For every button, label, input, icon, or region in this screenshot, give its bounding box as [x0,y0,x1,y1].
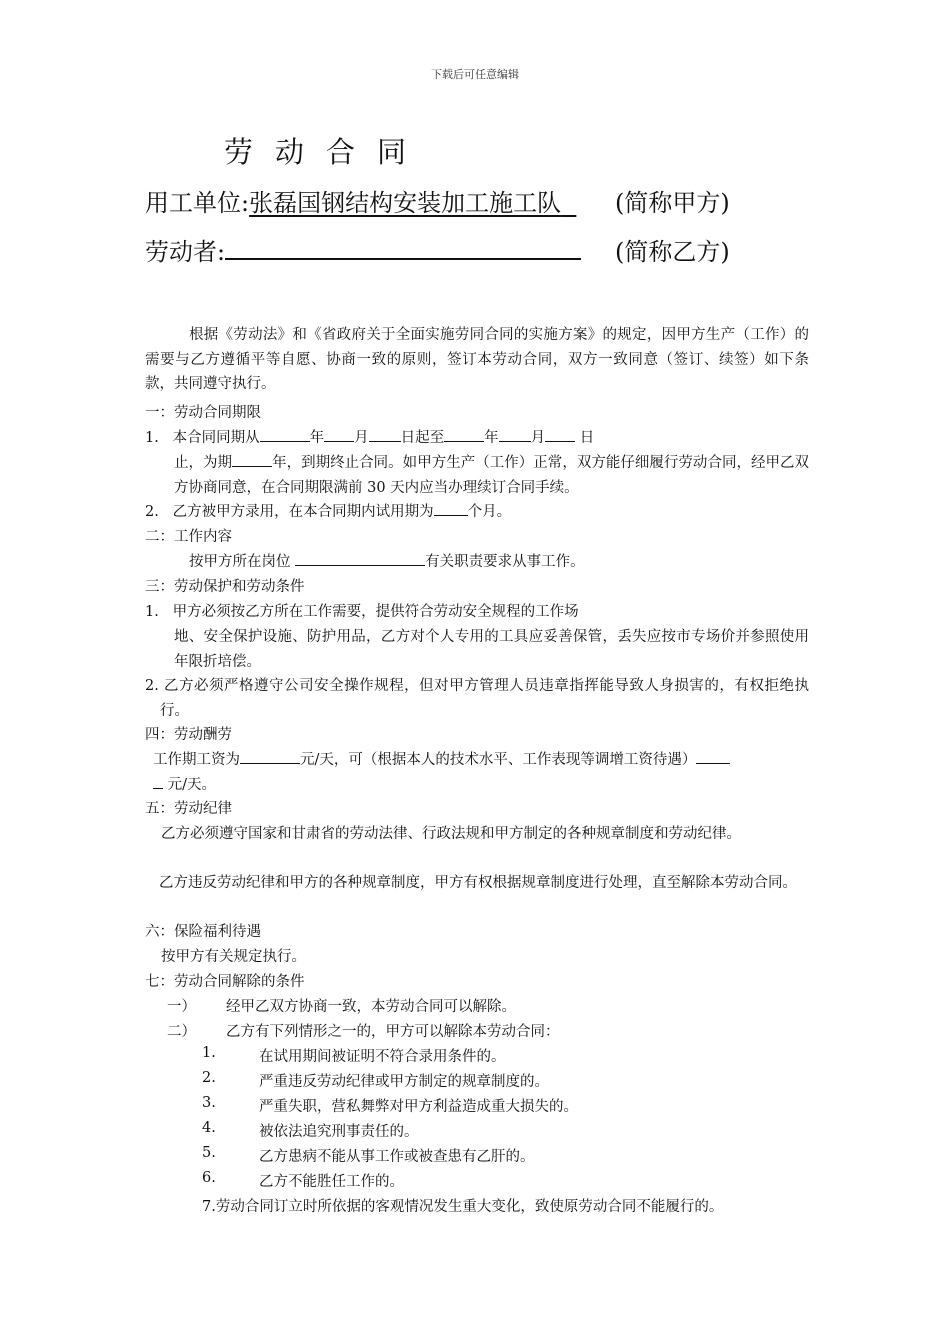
section-1-item-1: 1. 本合同同期从 年 月 日起至 年 月 日 [145,426,594,447]
section-7-sub-1-text: 经甲乙双方协商一致，本劳动合同可以解除。 [226,999,516,1015]
worker-abbr: (简称乙方) [615,238,730,266]
section-3-item-1-cont: 地、安全保护设施、防护用品，乙方对个人专用的工具应妥善保管，丢失应按市专场价并参照使用年限折培偿。 [174,629,809,670]
section-7-sub-2-text: 乙方有下列情形之一的，甲方可以解除本劳动合同： [226,1024,560,1040]
section-3-item-1: 1. 甲方必须按乙方所在工作需要，提供符合劳动安全规程的工作场 [145,604,579,620]
list-item: 在试用期间被证明不符合录用条件的。 [259,1049,506,1065]
document-title: 劳动合同 [224,135,429,169]
section-4-text: 工作期工资为 元/天，可（根据本人的技术水平、工作表现等调增工资待遇） 元/天。 [153,748,809,797]
section-4-heading: 四：劳动酬劳 [145,727,232,743]
list-item: 被依法追究刑事责任的。 [259,1124,419,1140]
end-month-blank[interactable] [499,427,531,442]
section-5-heading: 五：劳动纪律 [145,801,232,817]
intro-paragraph: 根据《劳动法》和《省政府关于全面实施劳同合同的实施方案》的规定，因甲方生产（工作）的需要与乙方遵循平等自愿、协商一致的原则，签订本劳动合同，双方一致同意（签订、续签）如下条款，共同遵守执行。 [145,327,809,392]
worker-label: 劳动者: [145,238,226,266]
start-day-blank[interactable] [369,427,401,442]
section-7-sub-2: 二） [167,1024,196,1040]
section-5-paragraph-1: 乙方必须遵守国家和甘肃省的劳动法律、行政法规和甲方制定的各种规章制度和劳动纪律。 [161,826,741,842]
list-item-7: 7.劳动合同订立时所依据的客观情况发生重大变化，致使原劳动合同不能履行的。 [202,1199,724,1215]
start-year-blank[interactable] [260,427,310,442]
list-item-num: 4. [202,1120,216,1136]
section-3-heading: 三：劳动保护和劳动条件 [145,579,305,595]
list-item-num: 2. [202,1070,216,1086]
employer-label: 用工单位: [145,189,250,217]
term-length-blank[interactable] [232,452,272,467]
list-item-num: 3. [202,1095,216,1111]
section-2-heading: 二：工作内容 [145,529,232,545]
list-item: 严重失职，营私舞弊对甲方利益造成重大损失的。 [259,1099,578,1115]
end-year-blank[interactable] [444,427,484,442]
start-month-blank[interactable] [324,427,354,442]
list-item: 乙方患病不能从事工作或被查患有乙肝的。 [259,1149,535,1165]
section-7-sub-1: 一） [167,999,196,1015]
wage-blank[interactable] [240,749,300,764]
section-1-item-1-cont: 止，为期 年，到期终止合同。如甲方生产（工作）正常，双方能仔细履行劳动合同，经甲乙双方协商同意，在合同期限满前 30 天内应当办理续订合同手续。 [174,451,809,500]
header-note: 下载后可任意编辑 [431,68,519,81]
section-7-heading: 七：劳动合同解除的条件 [145,974,305,990]
employer-line [145,183,730,218]
worker-name-blank[interactable] [225,236,581,260]
section-3-item-2: 2. 乙方必须严格遵守公司安全操作规程，但对甲方管理人员违章指挥能导致人身损害的，有权拒绝执行。 [145,678,809,719]
section-2-text: 按甲方所在岗位 有关职责要求从事工作。 [189,550,585,571]
section-6-text: 按甲方有关规定执行。 [161,949,306,965]
list-item: 乙方不能胜任工作的。 [259,1174,404,1190]
list-item-num: 1. [202,1045,216,1061]
section-6-heading: 六：保险福利待遇 [145,924,261,940]
list-item-num: 6. [202,1170,216,1186]
list-item: 严重违反劳动纪律或甲方制定的规章制度的。 [259,1074,549,1090]
raised-wage-blank[interactable] [696,749,730,764]
list-item-num: 5. [202,1145,216,1161]
section-1-item-2: 2. 乙方被甲方录用，在本合同期内试用期为 个月。 [145,500,511,521]
employer-abbr: (简称甲方) [615,189,730,217]
probation-blank[interactable] [434,501,468,516]
section-1-heading: 一：劳动合同期限 [145,405,261,421]
worker-line [145,232,730,267]
position-blank[interactable] [295,551,425,566]
employer-name: 张磊国钢结构安装加工施工队 [249,189,562,217]
end-day-blank[interactable] [545,427,575,442]
section-5-paragraph-2: 乙方违反劳动纪律和甲方的各种规章制度，甲方有权根据规章制度进行处理，直至解除本劳动合同。 [159,875,797,891]
